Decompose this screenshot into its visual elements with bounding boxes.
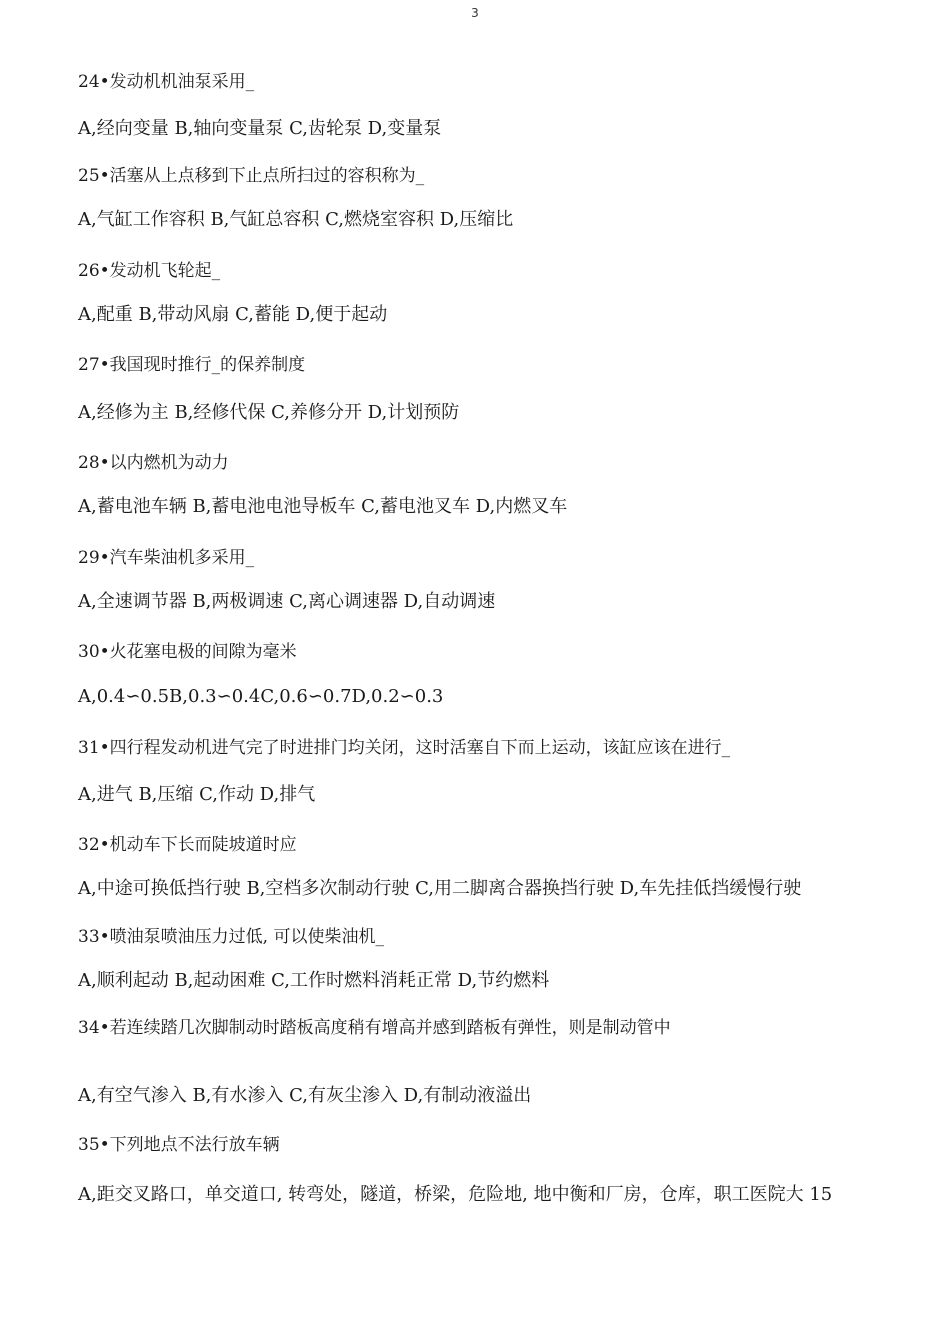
question-33: 33•喷油泵喷油压力过低, 可以使柴油机_ [78, 927, 384, 947]
answer-options-34: A,有空气渗入 B,有水渗入 C,有灰尘渗入 D,有制动液溢出 [78, 1085, 532, 1106]
question-30: 30•火花塞电极的间隙为毫米 [78, 642, 297, 662]
question-24: 24•发动机机油泵采用_ [78, 72, 255, 92]
answer-options-26: A,配重 B,带动风扇 C,蓄能 D,便于起动 [78, 304, 388, 325]
answer-options-24: A,经向变量 B,轴向变量泵 C,齿轮泵 D,变量泵 [78, 118, 442, 139]
answer-options-35: A,距交叉路口，单交道口, 转弯处，隧道，桥梁，危险地, 地中衡和厂房，仓库，职工医院大 15 [78, 1184, 833, 1205]
question-27: 27•我国现时推行_的保养制度 [78, 355, 306, 375]
answer-options-28: A,蓄电池车辆 B,蓄电池电池导板车 C,蓄电池叉车 D,内燃叉车 [78, 496, 568, 517]
answer-options-25: A,气缸工作容积 B,气缸总容积 C,燃烧室容积 D,压缩比 [78, 209, 514, 230]
answer-options-30: A,0.4∽0.5B,0.3∽0.4C,0.6∽0.7D,0.2∽0.3 [78, 686, 444, 707]
question-25: 25•活塞从上点移到下止点所扫过的容积称为_ [78, 166, 425, 186]
question-34: 34•若连续踏几次脚制动时踏板高度稍有增高并感到踏板有弹性，则是制动管中 [78, 1018, 671, 1038]
question-29: 29•汽车柴油机多采用_ [78, 548, 255, 568]
question-31: 31•四行程发动机进气完了时进排门均关闭，这时活塞自下而上运动，该缸应该在进行_ [78, 738, 731, 758]
answer-options-32: A,中途可换低挡行驶 B,空档多次制动行驶 C,用二脚离合器换挡行驶 D,车先挂低挡缓慢行驶 [78, 878, 802, 899]
question-35: 35•下列地点不法行放车辆 [78, 1135, 280, 1155]
question-26: 26•发动机飞轮起_ [78, 261, 221, 281]
page-number: 3 [471, 6, 479, 20]
answer-options-31: A,进气 B,压缩 C,作动 D,排气 [78, 784, 316, 805]
answer-options-33: A,顺利起动 B,起动困难 C,工作时燃料消耗正常 D,节约燃料 [78, 970, 550, 991]
answer-options-27: A,经修为主 B,经修代保 C,养修分开 D,计划预防 [78, 402, 460, 423]
question-32: 32•机动车下长而陡坡道时应 [78, 835, 297, 855]
answer-options-29: A,全速调节器 B,两极调速 C,离心调速器 D,自动调速 [78, 591, 496, 612]
question-28: 28•以内燃机为动力 [78, 453, 229, 473]
